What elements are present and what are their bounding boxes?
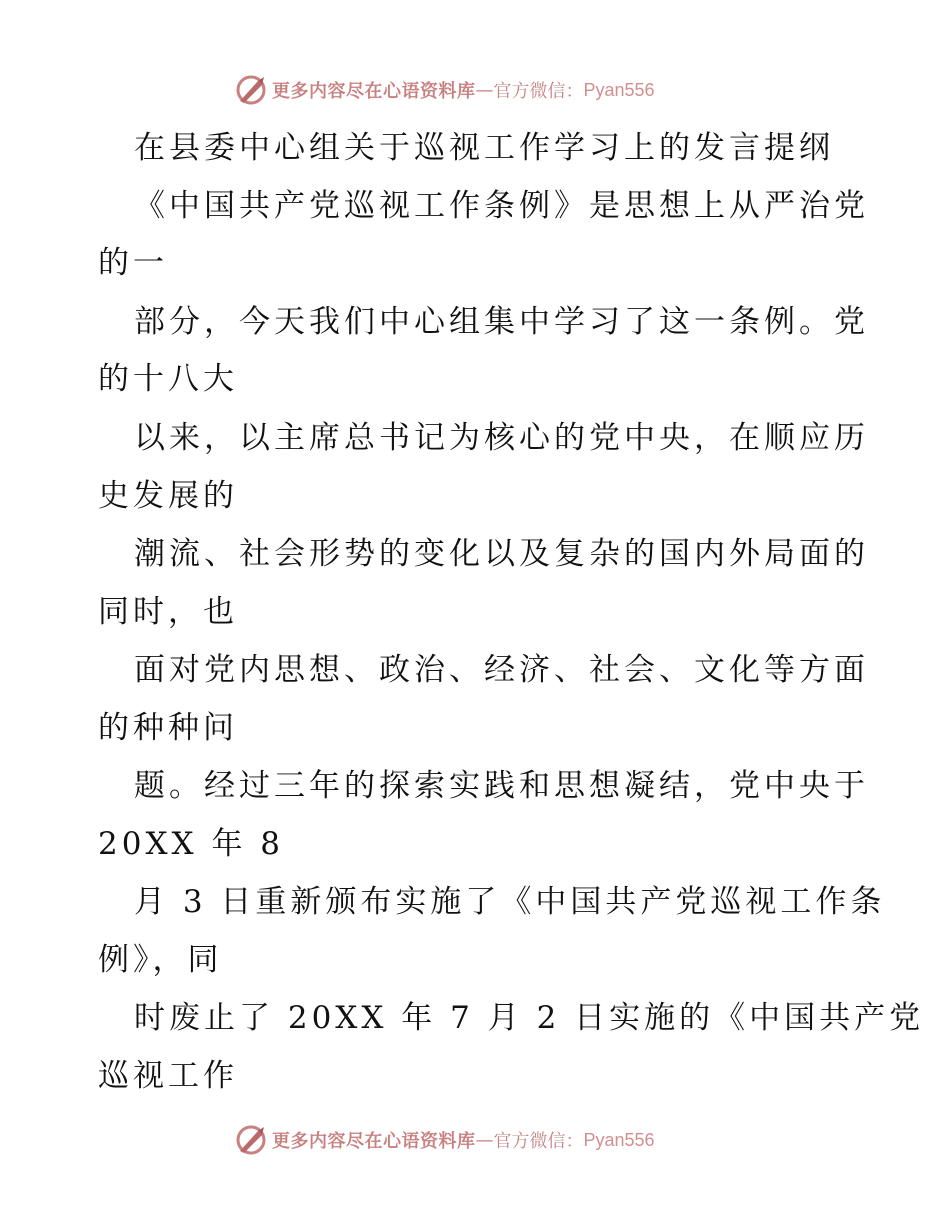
banner-separator: —: [475, 1129, 494, 1151]
text-line: 《中国共产党巡视工作条例》是思想上从严治党: [134, 188, 869, 224]
text-line: 面对党内思想、政治、经济、社会、文化等方面: [134, 652, 869, 688]
banner-separator: —: [475, 79, 494, 101]
text-line: 潮流、社会形势的变化以及复杂的国内外局面的: [134, 536, 869, 572]
footer-watermark-banner: [234, 1122, 655, 1158]
text-line: 例》，同: [98, 942, 223, 978]
pen-logo-icon: [234, 1123, 268, 1157]
text-line: 时废止了 20XX 年 7 月 2 日实施的《中国共产党: [134, 1000, 925, 1036]
text-line: 同时，也: [98, 594, 238, 630]
text-line: 的一: [98, 245, 168, 281]
wechat-id: Pyan556: [583, 79, 655, 100]
brand-text: 更多内容尽在心语资料库: [272, 1131, 476, 1152]
text-line: 的十八大: [98, 361, 238, 397]
wechat-label: 官方微信：: [493, 81, 584, 102]
header-watermark-banner: [234, 72, 655, 108]
text-line: 巡视工作: [98, 1058, 238, 1094]
brand-text: 更多内容尽在心语资料库: [272, 81, 476, 102]
text-line: 月 3 日重新颁布实施了《中国共产党巡视工作条: [134, 884, 886, 920]
wechat-label: 官方微信：: [493, 1131, 584, 1152]
text-line: 史发展的: [98, 478, 238, 514]
text-line: 以来，以主席总书记为核心的党中央，在顺应历: [134, 420, 869, 456]
pen-logo-icon: [234, 73, 268, 107]
document-title: 在县委中心组关于巡视工作学习上的发言提纲: [134, 130, 834, 166]
text-line: 部分，今天我们中心组集中学习了这一条例。党: [134, 304, 869, 340]
text-line: 题。经过三年的探索实践和思想凝结，党中央于: [134, 768, 869, 804]
text-line: 的种种问: [98, 710, 238, 746]
text-line: 20XX 年 8: [98, 826, 285, 862]
wechat-id: Pyan556: [583, 1129, 655, 1150]
